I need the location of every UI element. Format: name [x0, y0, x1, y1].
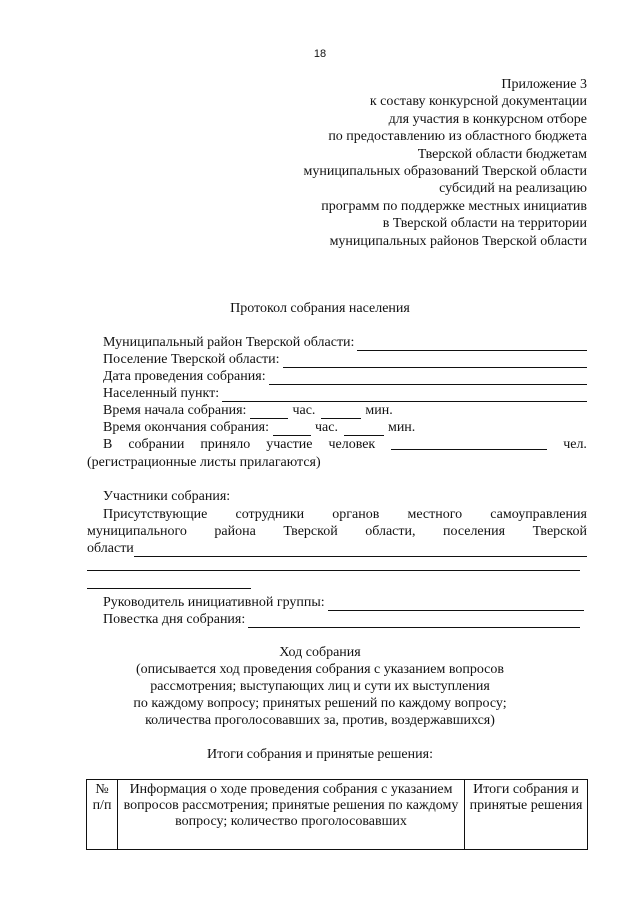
agenda-blank	[248, 614, 580, 628]
appendix-header	[303, 76, 587, 250]
group-leader-field	[103, 594, 587, 611]
meeting-course-line: рассмотрения; выступающих лиц и сути их выступления	[150, 679, 490, 694]
appendix-line: муниципальных районов Тверской области	[329, 233, 587, 249]
end-time-label: Время окончания собрания:	[103, 420, 269, 435]
date-field	[103, 368, 587, 385]
table-header-row	[87, 780, 588, 850]
group-leader-label: Руководитель инициативной группы:	[103, 595, 325, 610]
settlement-blank	[283, 354, 587, 368]
document-title: Протокол собрания населения	[230, 301, 410, 316]
results-table	[86, 779, 588, 850]
column-results: Итоги собрания и принятые решения	[465, 780, 588, 850]
meeting-course-heading: Ход собрания	[279, 645, 361, 660]
participants-blank	[134, 543, 587, 557]
participants-line-1	[103, 506, 587, 523]
attendance-line	[103, 436, 587, 453]
participants-line-3	[87, 540, 587, 557]
results-heading: Итоги собрания и принятые решения:	[207, 747, 433, 762]
participants-line-2	[87, 523, 587, 540]
district-blank	[357, 337, 587, 351]
meeting-course-line: количества проголосовавших за, против, воздержавшихся)	[145, 713, 495, 728]
locality-blank	[222, 388, 587, 402]
end-minutes-blank	[344, 422, 384, 436]
meeting-course-line: (описывается ход проведения собрания с указанием вопросов	[135, 662, 505, 677]
appendix-line: к составу конкурсной документации	[369, 94, 587, 110]
start-time-label: Время начала собрания:	[103, 403, 247, 418]
attendance-word: человек	[328, 437, 376, 452]
participants-word: района	[214, 524, 256, 539]
page-number: 18	[313, 48, 327, 60]
participants-line-3-start: области	[87, 541, 134, 556]
participants-heading: Участники собрания:	[103, 489, 231, 504]
appendix-line: муниципальных образований Тверской области	[303, 163, 587, 179]
district-field	[103, 334, 587, 351]
appendix-line: субсидий на реализацию	[439, 181, 587, 197]
attendance-unit: чел.	[563, 437, 587, 452]
locality-field	[103, 385, 587, 402]
start-minutes-blank	[321, 405, 361, 419]
participants-word: Тверской	[532, 524, 587, 539]
appendix-line: программ по поддержке местных инициатив	[321, 198, 587, 214]
participants-word: Тверской	[283, 524, 338, 539]
agenda-label: Повестка дня собрания:	[103, 612, 246, 627]
attendance-word: приняло	[200, 437, 251, 452]
end-hours-blank	[273, 422, 311, 436]
minutes-label: мин.	[387, 420, 416, 435]
start-hours-blank	[250, 405, 288, 419]
meeting-course-line: по каждому вопросу; принятых решений по каждому вопросу;	[133, 696, 507, 711]
appendix-line: по предоставлению из областного бюджета	[328, 129, 587, 145]
participants-word: местного	[407, 507, 463, 522]
appendix-line: Тверской области бюджетам	[417, 146, 587, 162]
participants-word: области,	[365, 524, 416, 539]
appendix-line: в Тверской области на территории	[382, 216, 587, 232]
date-blank	[269, 371, 587, 385]
hours-label: час.	[314, 420, 338, 435]
end-time-field	[103, 419, 415, 436]
participants-blank-short	[87, 588, 251, 589]
appendix-line: Приложение 3	[501, 77, 587, 92]
district-label: Муниципальный район Тверской области:	[103, 335, 355, 350]
appendix-line: для участия в конкурсном отборе	[388, 111, 587, 127]
column-information: Информация о ходе проведения собрания с указанием вопросов рассмотрения; принятые решения по каждому вопросу; количество проголосовавших	[118, 780, 465, 850]
attendance-word: собрании	[128, 437, 185, 452]
start-time-field	[103, 402, 393, 419]
locality-label: Населенный пункт:	[103, 386, 220, 401]
agenda-field	[103, 611, 580, 628]
participants-word: поселения	[443, 524, 506, 539]
settlement-field	[103, 351, 587, 368]
column-number: № п/п	[87, 780, 118, 850]
participants-word: сотрудники	[235, 507, 305, 522]
attendance-blank	[391, 436, 547, 450]
date-label: Дата проведения собрания:	[103, 369, 266, 384]
minutes-label: мин.	[365, 403, 393, 418]
participants-blank-line	[87, 570, 580, 571]
participants-word: органов	[332, 507, 380, 522]
participants-word: Присутствующие	[103, 507, 208, 522]
hours-label: час.	[292, 403, 316, 418]
participants-word: муниципального	[87, 524, 187, 539]
attendance-word: В	[103, 437, 113, 452]
settlement-label: Поселение Тверской области:	[103, 352, 280, 367]
participants-word: самоуправления	[490, 507, 587, 522]
attendance-word: участие	[266, 437, 313, 452]
registration-note: (регистрационные листы прилагаются)	[87, 455, 321, 470]
group-leader-blank	[328, 597, 584, 611]
